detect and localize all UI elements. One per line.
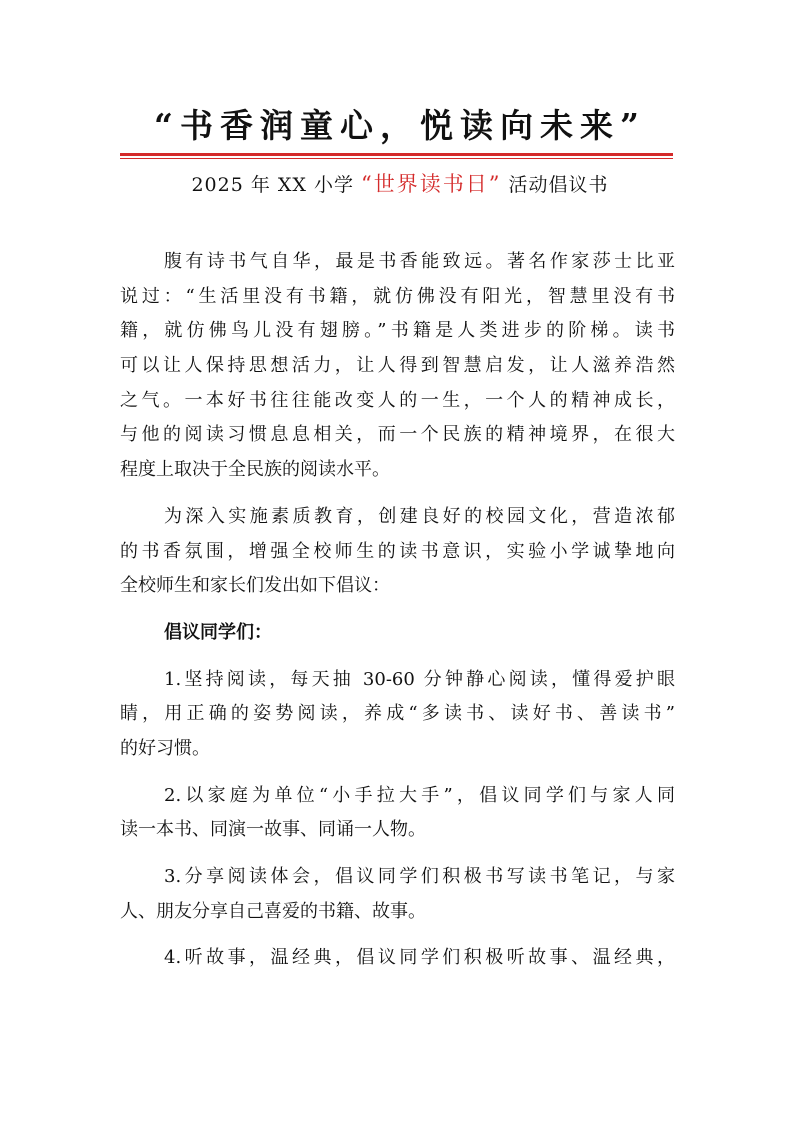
text-line: 可以让人保持思想活力，让人得到智慧启发，让人滋养浩然: [120, 355, 675, 377]
text-line: 的好习惯。: [120, 737, 210, 759]
text-line: 程度上取决于全民族的阅读水平。: [120, 459, 390, 481]
red-divider-thick: [120, 153, 673, 156]
subtitle-suffix: 活动倡议书: [508, 174, 609, 196]
text-line: 读一本书、同演一故事、同诵一人物。: [120, 819, 426, 841]
paragraph: [120, 245, 675, 488]
paragraph: [120, 860, 675, 929]
section-heading: [120, 616, 675, 651]
subtitle-prefix: 2025 年 XX 小学: [191, 174, 354, 196]
text-line: 3.分享阅读体会，倡议同学们积极书写读书笔记，与家: [164, 866, 675, 887]
subtitle-highlight: “世界读书日”: [361, 172, 502, 196]
text-line: 睛，用正确的姿势阅读，养成“多读书、读好书、善读书”: [120, 703, 675, 725]
text-line: 之气。一本好书往往能改变人的一生，一个人的精神成长，: [120, 389, 675, 411]
paragraph: [120, 941, 675, 976]
text-line: 人、朋友分享自己喜爱的书籍、故事。: [120, 900, 426, 922]
text-line: 4.听故事，温经典，倡议同学们积极听故事、温经典，: [164, 947, 675, 969]
text-line: 为深入实施素质教育，创建良好的校园文化，营造浓郁: [164, 505, 675, 527]
text-line: 倡议同学们：: [164, 621, 272, 643]
text-line: 1.坚持阅读，每天抽 30-60 分钟静心阅读，懂得爱护眼: [164, 668, 675, 690]
document-subtitle: [110, 168, 690, 198]
paragraph: [120, 500, 675, 604]
text-line: 籍，就仿佛鸟儿没有翅膀。”书籍是人类进步的阶梯。读书: [120, 320, 675, 342]
paragraph: [120, 663, 675, 767]
document-body: [120, 245, 675, 988]
text-line: 与他的阅读习惯息息相关，而一个民族的精神境界，在很大: [120, 424, 675, 446]
red-divider-thin: [120, 158, 673, 159]
text-line: 腹有诗书气自华，最是书香能致远。著名作家莎士比亚: [164, 251, 675, 272]
text-line: 全校师生和家长们发出如下倡议：: [120, 575, 390, 597]
text-line: 的书香氛围，增强全校师生的读书意识，实验小学诚挚地向: [120, 540, 675, 562]
document-title: “书香润童心，悦读向未来”: [154, 106, 646, 145]
text-line: 2.以家庭为单位“小手拉大手”，倡议同学们与家人同: [164, 784, 675, 806]
text-line: 说过：“生活里没有书籍，就仿佛没有阳光，智慧里没有书: [120, 285, 675, 307]
paragraph: [120, 779, 675, 848]
